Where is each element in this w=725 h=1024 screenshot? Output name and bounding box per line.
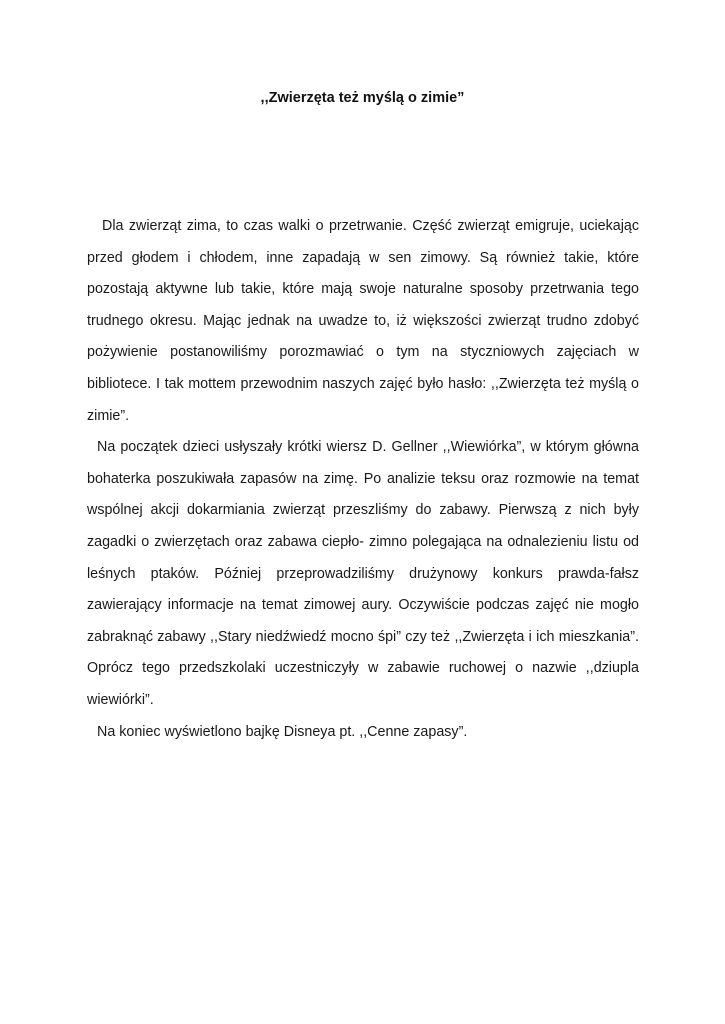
- document-title: ,,Zwierzęta też myślą o zimie”: [260, 90, 465, 106]
- paragraph-activities: Na początek dzieci usłyszały krótki wiersz D. Gellner ,,Wiewiórka”, w którym główna bohaterka poszukiwała zapasów na zimę. Po analizie teksu oraz rozmowie na temat wspólnej akcji dokarmiania zwierząt przeszliśmy do zabawy. Pierwszą z nich były zagadki o zwierzętach oraz zabawa ciepło- zimno polegająca na odnalezieniu listu od leśnych ptaków. Później przeprowadziliśmy drużynowy konkurs prawda-fałsz zawierający informacje na temat zimowej aury. Oczywiście podczas zajęć nie mogło zabraknąć zabawy ,,Stary niedźwiedź mocno śpi” czy też ,,Zwierzęta i ich mieszkania”. Oprócz tego przedszkolaki uczestniczyły w zabawie ruchowej o nazwie ,,dziupla wiewiórki”.: [87, 439, 639, 708]
- paragraph-ending: Na koniec wyświetlono bajkę Disneya pt. ,,Cenne zapasy”.: [97, 723, 468, 740]
- document-body: [87, 211, 639, 748]
- paragraph-intro: Dla zwierząt zima, to czas walki o przetrwanie. Część zwierząt emigruje, uciekając przed głodem i chłodem, inne zapadają w sen zimowy. Są również takie, które pozostają aktywne lub takie, które mają swoje naturalne sposoby przetrwania tego trudnego okresu. Mając jednak na uwadze to, iż większości zwierząt trudno zdobyć pożywienie postanowiliśmy porozmawiać o tym na styczniowych zajęciach w bibliotece. I tak mottem przewodnim naszych zajęć było hasło: ,,Zwierzęta też myślą o zimie”.: [87, 218, 639, 424]
